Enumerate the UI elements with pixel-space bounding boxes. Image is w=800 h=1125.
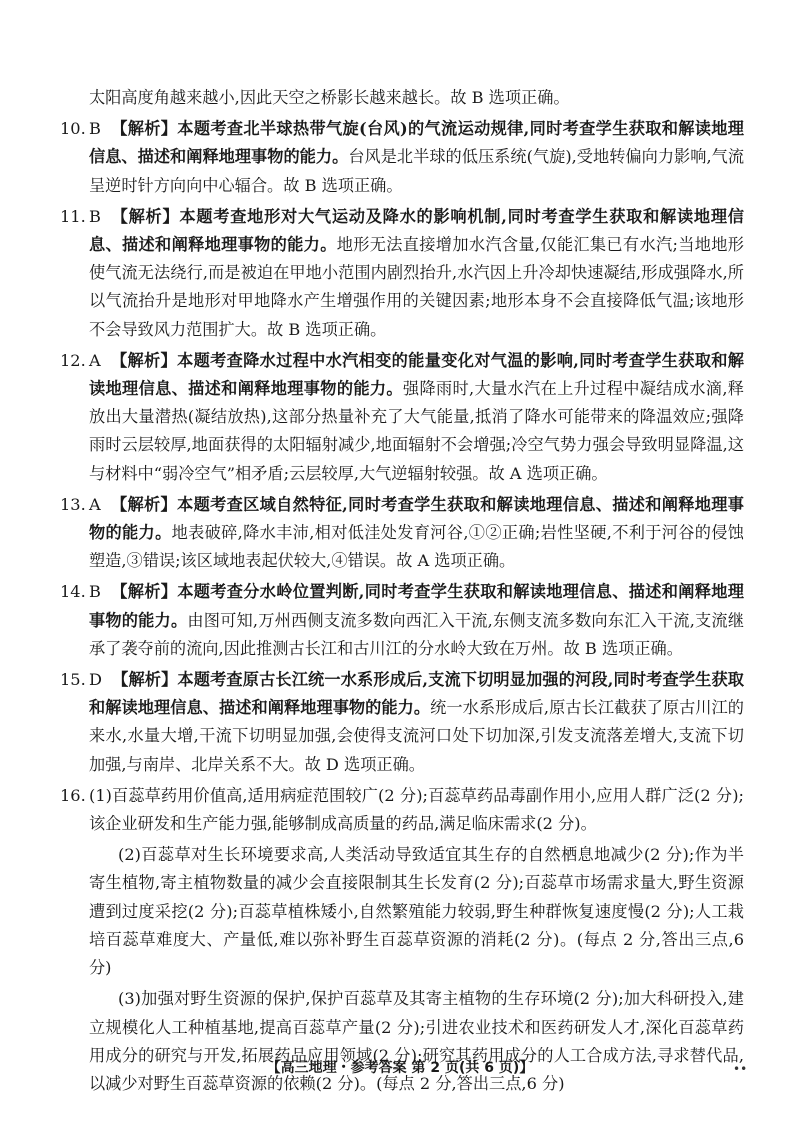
answer-item-14 (60, 578, 744, 663)
continued-paragraph: 太阳高度角越来越小,因此天空之桥影长越来越长。故 B 选项正确。 (89, 88, 570, 107)
answer-item-16 (60, 782, 744, 838)
analysis-text: 地形无法直接增加水汽含量,仅能汇集已有水汽;当地地形使气流无法绕行,而是被迫在甲地小范围内剧烈抬升,水汽因上升冷却快速凝结,形成强降水,所以气流抬升是地形对甲地降水产生增强作用的关键因素;地形本身不会直接降低气温;该地形不会导致风力范围扩大。故 B 选项正确。 (89, 235, 744, 339)
answer-letter: A (89, 350, 101, 370)
item-number: 13. (60, 494, 86, 514)
item-number: 11. (60, 206, 86, 226)
item-number: 16. (60, 785, 86, 805)
analysis-heading: 【解析】本题考查地形对大气运动及降水的影响机制,同时考查学生获取和解读地理信息、描述和阐释地理事物的能力。 (89, 206, 744, 255)
analysis-heading: 【解析】本题考查北半球热带气旋(台风)的气流运动规律,同时考查学生获取和解读地理信息、描述和阐释地理事物的能力。 (89, 119, 744, 167)
answer-letter: B (89, 206, 101, 226)
sub-answer-2: (2)百蕊草对生长环境要求高,人类活动导致适宜其生存的自然栖息地减少(2 分);作为半寄生植物,寄主植物数量的减少会直接限制其生长发育(2 分);百蕊草市场需求量大,野生资源遭到过度采挖(2 分);百蕊草植株矮小,自然繁殖能力较弱,野生种群恢复速度慢(2 分);人工栽培百蕊草难度大、产量低,难以弥补野生百蕊草资源的消耗(2 分)。(每点 2 分,答出三点,6 分) (89, 845, 744, 978)
page-footer: 【高三地理・参考答案 第 2 页(共 6 页)】 (266, 1060, 534, 1076)
answer-letter: B (89, 119, 101, 139)
answer-item-10 (60, 115, 744, 200)
analysis-heading: 【解析】本题考查区域自然特征,同时考查学生获取和解读地理信息、描述和阐释地理事物的能力。 (89, 494, 744, 543)
corner-mark: •• (733, 1062, 748, 1076)
answer-content (60, 84, 744, 1101)
analysis-text: 统一水系形成后,原古长江截获了原古川江的来水,水量大增,干流下切明显加强,会使得支流河口处下切加深,引发支流落差增大,支流下切加强,与南岸、北岸关系不大。故 D 选项正确。 (89, 698, 744, 774)
sub-answer-1: (1)百蕊草药用价值高,适用病症范围较广(2 分);百蕊草药品毒副作用小,应用人群广泛(2 分);该企业研发和生产能力强,能够制成高质量的药品,满足临床需求(2 分)。 (89, 785, 744, 834)
analysis-text: 地表破碎,降水丰沛,相对低洼处发育河谷,①②正确;岩性坚硬,不利于河谷的侵蚀塑造,③错误;该区域地表起伏较大,④错误。故 A 选项正确。 (89, 523, 744, 571)
analysis-heading: 【解析】本题考查原古长江统一水系形成后,支流下切明显加强的河段,同时考查学生获取和解读地理信息、描述和阐释地理事物的能力。 (89, 670, 744, 718)
answer-letter: B (89, 582, 101, 602)
item-number: 12. (60, 350, 86, 370)
analysis-heading: 【解析】本题考查分水岭位置判断,同时考查学生获取和解读地理信息、描述和阐释地理事物的能力。 (89, 582, 744, 630)
item-number: 15. (60, 670, 86, 690)
answer-letter: D (89, 670, 102, 690)
answer-letter: A (89, 494, 101, 514)
item-number: 10. (60, 119, 86, 139)
analysis-heading: 【解析】本题考查降水过程中水汽相变的能量变化对气温的影响,同时考查学生获取和解读地理信息、描述和阐释地理事物的能力。 (89, 350, 744, 399)
answer-item-11 (60, 203, 744, 344)
analysis-text: 强降雨时,大量水汽在上升过程中凝结成水滴,释放出大量潜热(凝结放热),这部分热量补充了大气能量,抵消了降水可能带来的降温效应;强降雨时云层较厚,地面获得的太阳辐射减少,地面辐射不会增强;冷空气势力强会导致明显降温,这与材料中“弱冷空气”相矛盾;云层较厚,大气逆辐射较强。故 A 选项正确。 (89, 379, 744, 483)
analysis-text: 台风是北半球的低压系统(气旋),受地转偏向力影响,气流呈逆时针方向向中心辐合。故 B 选项正确。 (89, 147, 745, 195)
answer-item-15 (60, 666, 744, 779)
answer-item-13 (60, 491, 744, 576)
item-number: 14. (60, 582, 86, 602)
answer-item-12 (60, 347, 744, 488)
analysis-text: 由图可知,万州西侧支流多数向西汇入干流,东侧支流多数向东汇入干流,支流继承了袭夺前的流向,因此推测古长江和古川江的分水岭大致在万州。故 B 选项正确。 (89, 610, 745, 658)
sub-answer-3: (3)加强对野生资源的保护,保护百蕊草及其寄主植物的生存环境(2 分);加大科研投入,建立规模化人工种植基地,提高百蕊草产量(2 分);引进农业技术和医药研发人才,深化百蕊草药用成分的研究与开发,拓展药品应用领域(2 分);研究其药用成分的人工合成方法,寻求替代品,以减少对野生百蕊草资源的依赖(2 分)。(每点 2 分,答出三点,6 分) (89, 989, 744, 1093)
